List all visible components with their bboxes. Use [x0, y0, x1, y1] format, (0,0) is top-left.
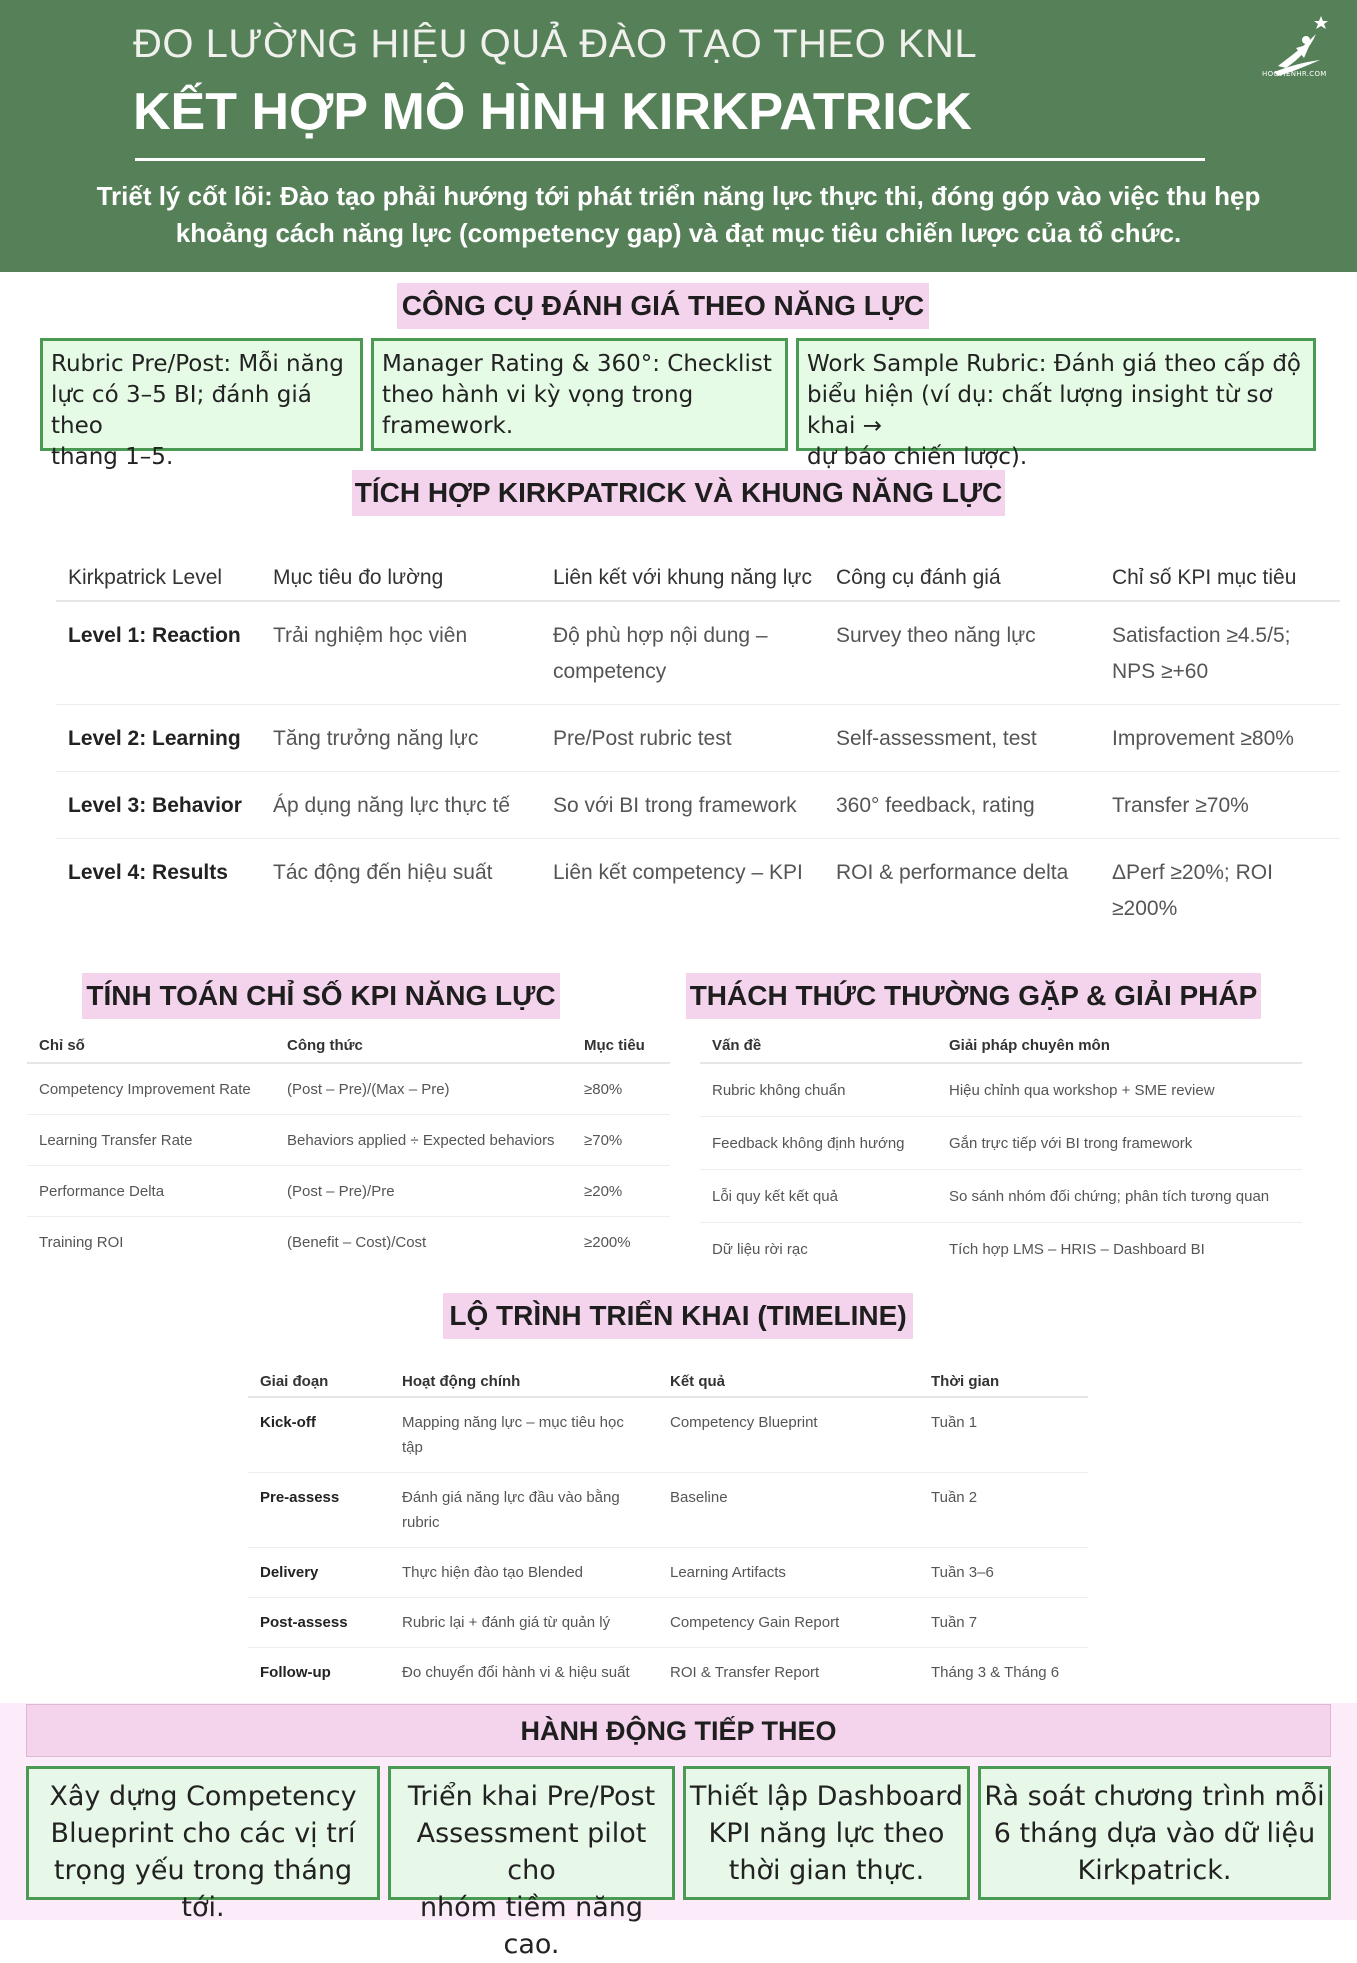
column-header: Vấn đề	[700, 1024, 937, 1063]
philosophy-line-1: Triết lý cốt lõi: Đào tạo phải hướng tới phát triển năng lực thực thi, đóng góp vào việc thu hẹp	[96, 181, 1261, 211]
table-cell: Behaviors applied ÷ Expected behaviors	[275, 1115, 572, 1166]
table-row	[27, 1115, 670, 1166]
table-cell: Training ROI	[39, 1233, 124, 1251]
phase-cell: Delivery	[248, 1548, 390, 1598]
table-cell: ≥20%	[572, 1166, 670, 1217]
next-actions-heading: HÀNH ĐỘNG TIẾP THEO	[26, 1704, 1331, 1757]
table-cell: Tích hợp LMS – HRIS – Dashboard BI	[949, 1240, 1205, 1258]
table-row	[27, 1063, 670, 1115]
timeline-table	[248, 1360, 1088, 1697]
table-row	[27, 1217, 670, 1268]
table-cell: Satisfaction ≥4.5/5; NPS ≥+60	[1100, 601, 1340, 705]
table-cell: Improvement ≥80%	[1100, 705, 1340, 772]
table-row	[700, 1223, 1302, 1276]
column-header: Công thức	[275, 1024, 572, 1063]
phase-cell: Pre-assess	[248, 1473, 390, 1548]
logo-text: HOCVIENHR.COM	[1262, 70, 1327, 78]
table-cell: Tuần 3–6	[919, 1548, 1088, 1598]
challenges-heading: THÁCH THỨC THƯỜNG GẶP & GIẢI PHÁP	[686, 973, 1261, 1019]
table-row	[56, 772, 1340, 839]
table-row	[248, 1598, 1088, 1648]
table-cell: Liên kết competency – KPI	[553, 861, 803, 884]
table-cell: (Post – Pre)/Pre	[275, 1166, 572, 1217]
column-header: Chỉ số	[27, 1024, 275, 1063]
table-cell: Tháng 3 & Tháng 6	[931, 1664, 1060, 1681]
table-cell: So sánh nhóm đối chứng; phân tích tương quan	[937, 1170, 1302, 1223]
action-line: Blueprint cho các vị trí	[50, 1818, 356, 1849]
core-philosophy	[40, 178, 1317, 252]
table-cell: ≥70%	[572, 1115, 670, 1166]
table-cell: (Benefit – Cost)/Cost	[287, 1233, 427, 1251]
column-header: Thời gian	[919, 1360, 1088, 1397]
challenges-table	[700, 1024, 1302, 1275]
column-header: Hoạt động chính	[390, 1360, 658, 1397]
action-card-dashboard	[683, 1766, 970, 1900]
title-line-2: KẾT HỢP MÔ HÌNH KIRKPATRICK	[133, 83, 972, 141]
table-cell: Survey theo năng lực	[824, 601, 1100, 705]
table-cell: Pre/Post rubric test	[541, 705, 824, 772]
table-header-row	[56, 528, 1340, 601]
table-cell: ROI & performance delta	[836, 861, 1069, 884]
header-banner	[0, 0, 1357, 272]
action-line: Xây dựng Competency	[49, 1781, 357, 1812]
action-line: Triển khai Pre/Post	[407, 1781, 656, 1812]
table-cell: Độ phù hợp nội dung – competency	[541, 601, 824, 705]
phase-cell: Follow-up	[260, 1664, 331, 1681]
table-cell: Trải nghiệm học viên	[261, 601, 541, 705]
kpi-heading: TÍNH TOÁN CHỈ SỐ KPI NĂNG LỰC	[82, 973, 560, 1019]
table-cell: Tuần 1	[919, 1397, 1088, 1473]
table-cell: Thực hiện đào tạo Blended	[390, 1548, 658, 1598]
table-row	[56, 705, 1340, 772]
table-cell: ΔPerf ≥20%; ROI ≥200%	[1112, 861, 1273, 920]
table-cell: (Post – Pre)/(Max – Pre)	[275, 1063, 572, 1115]
tool-line: thang 1–5.	[51, 444, 174, 470]
table-cell: Hiệu chỉnh qua workshop + SME review	[937, 1063, 1302, 1117]
level-cell: Level 1: Reaction	[56, 601, 261, 705]
table-cell: Đo chuyển đổi hành vi & hiệu suất	[402, 1664, 630, 1681]
action-card-assessment-pilot	[388, 1766, 675, 1960]
tool-line: framework.	[382, 413, 514, 439]
action-card-blueprint	[26, 1766, 380, 1923]
tool-line: dự báo chiến lược).	[807, 444, 1028, 470]
table-row	[700, 1063, 1302, 1117]
table-header-row	[248, 1360, 1088, 1397]
title-divider	[135, 158, 1205, 161]
tool-line: Rubric Pre/Post: Mỗi năng	[51, 351, 344, 377]
action-line: KPI năng lực theo	[708, 1818, 945, 1849]
action-line: trọng yếu trong tháng tới.	[53, 1855, 353, 1923]
table-header-row	[700, 1024, 1302, 1063]
level-cell: Level 4: Results	[68, 861, 228, 884]
tool-line: lực có 3–5 BI; đánh giá theo	[51, 382, 312, 439]
table-cell: Rubric không chuẩn	[700, 1063, 937, 1117]
kirkpatrick-table	[56, 528, 1340, 941]
tool-line: Work Sample Rubric: Đánh giá theo cấp độ	[807, 351, 1302, 377]
table-cell: Tuần 7	[919, 1598, 1088, 1648]
tool-line: biểu hiện (ví dụ: chất lượng insight từ sơ khai →	[807, 382, 1273, 439]
tool-card-rubric	[40, 338, 363, 470]
table-row	[248, 1548, 1088, 1598]
table-header-row	[27, 1024, 670, 1063]
kpi-table	[27, 1024, 670, 1267]
table-cell: Tuần 2	[919, 1473, 1088, 1548]
tools-heading: CÔNG CỤ ĐÁNH GIÁ THEO NĂNG LỰC	[397, 283, 929, 329]
table-cell: Competency Gain Report	[658, 1598, 919, 1648]
tool-line: theo hành vi kỳ vọng trong	[382, 382, 694, 408]
column-header: Kết quả	[658, 1360, 919, 1397]
table-cell: Self-assessment, test	[824, 705, 1100, 772]
level-cell: Level 2: Learning	[56, 705, 261, 772]
table-cell: Baseline	[658, 1473, 919, 1548]
column-header: Giải pháp chuyên môn	[937, 1024, 1302, 1063]
table-cell: Lỗi quy kết kết quả	[700, 1170, 937, 1223]
table-cell: Đánh giá năng lực đầu vào bằng rubric	[390, 1473, 658, 1548]
philosophy-line-2: khoảng cách năng lực (competency gap) và đạt mục tiêu chiến lược của tổ chức.	[175, 218, 1182, 248]
table-cell: Mapping năng lực – mục tiêu học tập	[390, 1397, 658, 1473]
column-header: Chỉ số KPI mục tiêu	[1100, 528, 1340, 601]
table-row	[27, 1166, 670, 1217]
table-cell: ≥80%	[572, 1063, 670, 1115]
phase-cell: Post-assess	[248, 1598, 390, 1648]
column-header: Mục tiêu đo lường	[261, 528, 541, 601]
table-cell: Performance Delta	[27, 1166, 275, 1217]
table-cell: Gắn trực tiếp với BI trong framework	[937, 1117, 1302, 1170]
kirkpatrick-heading: TÍCH HỢP KIRKPATRICK VÀ KHUNG NĂNG LỰC	[352, 470, 1005, 516]
table-row	[248, 1473, 1088, 1548]
table-cell: Competency Improvement Rate	[27, 1063, 275, 1115]
table-cell: Áp dụng năng lực thực tế	[261, 772, 541, 839]
table-cell: Tác động đến hiệu suất	[273, 861, 493, 884]
tool-card-manager-rating	[371, 338, 788, 451]
table-row	[700, 1170, 1302, 1223]
table-cell: Feedback không định hướng	[700, 1117, 937, 1170]
action-line: Rà soát chương trình mỗi	[984, 1781, 1325, 1812]
table-cell: Learning Artifacts	[658, 1548, 919, 1598]
table-cell: ≥200%	[584, 1233, 631, 1251]
column-header: Công cụ đánh giá	[824, 528, 1100, 601]
action-card-review	[978, 1766, 1331, 1900]
action-line: Kirkpatrick.	[1077, 1855, 1232, 1886]
title-line-1: ĐO LƯỜNG HIỆU QUẢ ĐÀO TẠO THEO KNL	[133, 22, 978, 66]
table-row	[56, 601, 1340, 705]
action-line: thời gian thực.	[728, 1855, 925, 1886]
column-header: Mục tiêu	[572, 1024, 670, 1063]
table-cell: Tăng trưởng năng lực	[261, 705, 541, 772]
table-row	[248, 1648, 1088, 1698]
column-header: Liên kết với khung năng lực	[541, 528, 824, 601]
action-line: Thiết lập Dashboard	[689, 1781, 964, 1812]
table-cell: Learning Transfer Rate	[27, 1115, 275, 1166]
table-row	[700, 1117, 1302, 1170]
table-cell: Rubric lại + đánh giá từ quản lý	[390, 1598, 658, 1648]
table-row	[56, 839, 1340, 942]
action-line: Assessment pilot cho	[416, 1818, 647, 1886]
level-cell: Level 3: Behavior	[56, 772, 261, 839]
tool-card-work-sample	[796, 338, 1316, 470]
table-cell: 360° feedback, rating	[824, 772, 1100, 839]
table-cell: Transfer ≥70%	[1100, 772, 1340, 839]
table-cell: ROI & Transfer Report	[670, 1664, 820, 1681]
table-cell: Competency Blueprint	[658, 1397, 919, 1473]
table-row	[248, 1397, 1088, 1473]
timeline-heading: LỘ TRÌNH TRIỂN KHAI (TIMELINE)	[443, 1293, 913, 1339]
action-line: 6 tháng dựa vào dữ liệu	[993, 1818, 1316, 1849]
action-line: nhóm tiềm năng cao.	[419, 1892, 644, 1960]
column-header: Giai đoạn	[248, 1360, 390, 1397]
table-cell: Dữ liệu rời rạc	[712, 1240, 808, 1258]
table-cell: So với BI trong framework	[541, 772, 824, 839]
phase-cell: Kick-off	[248, 1397, 390, 1473]
tool-line: Manager Rating & 360°: Checklist	[382, 351, 772, 377]
column-header: Kirkpatrick Level	[56, 528, 261, 601]
